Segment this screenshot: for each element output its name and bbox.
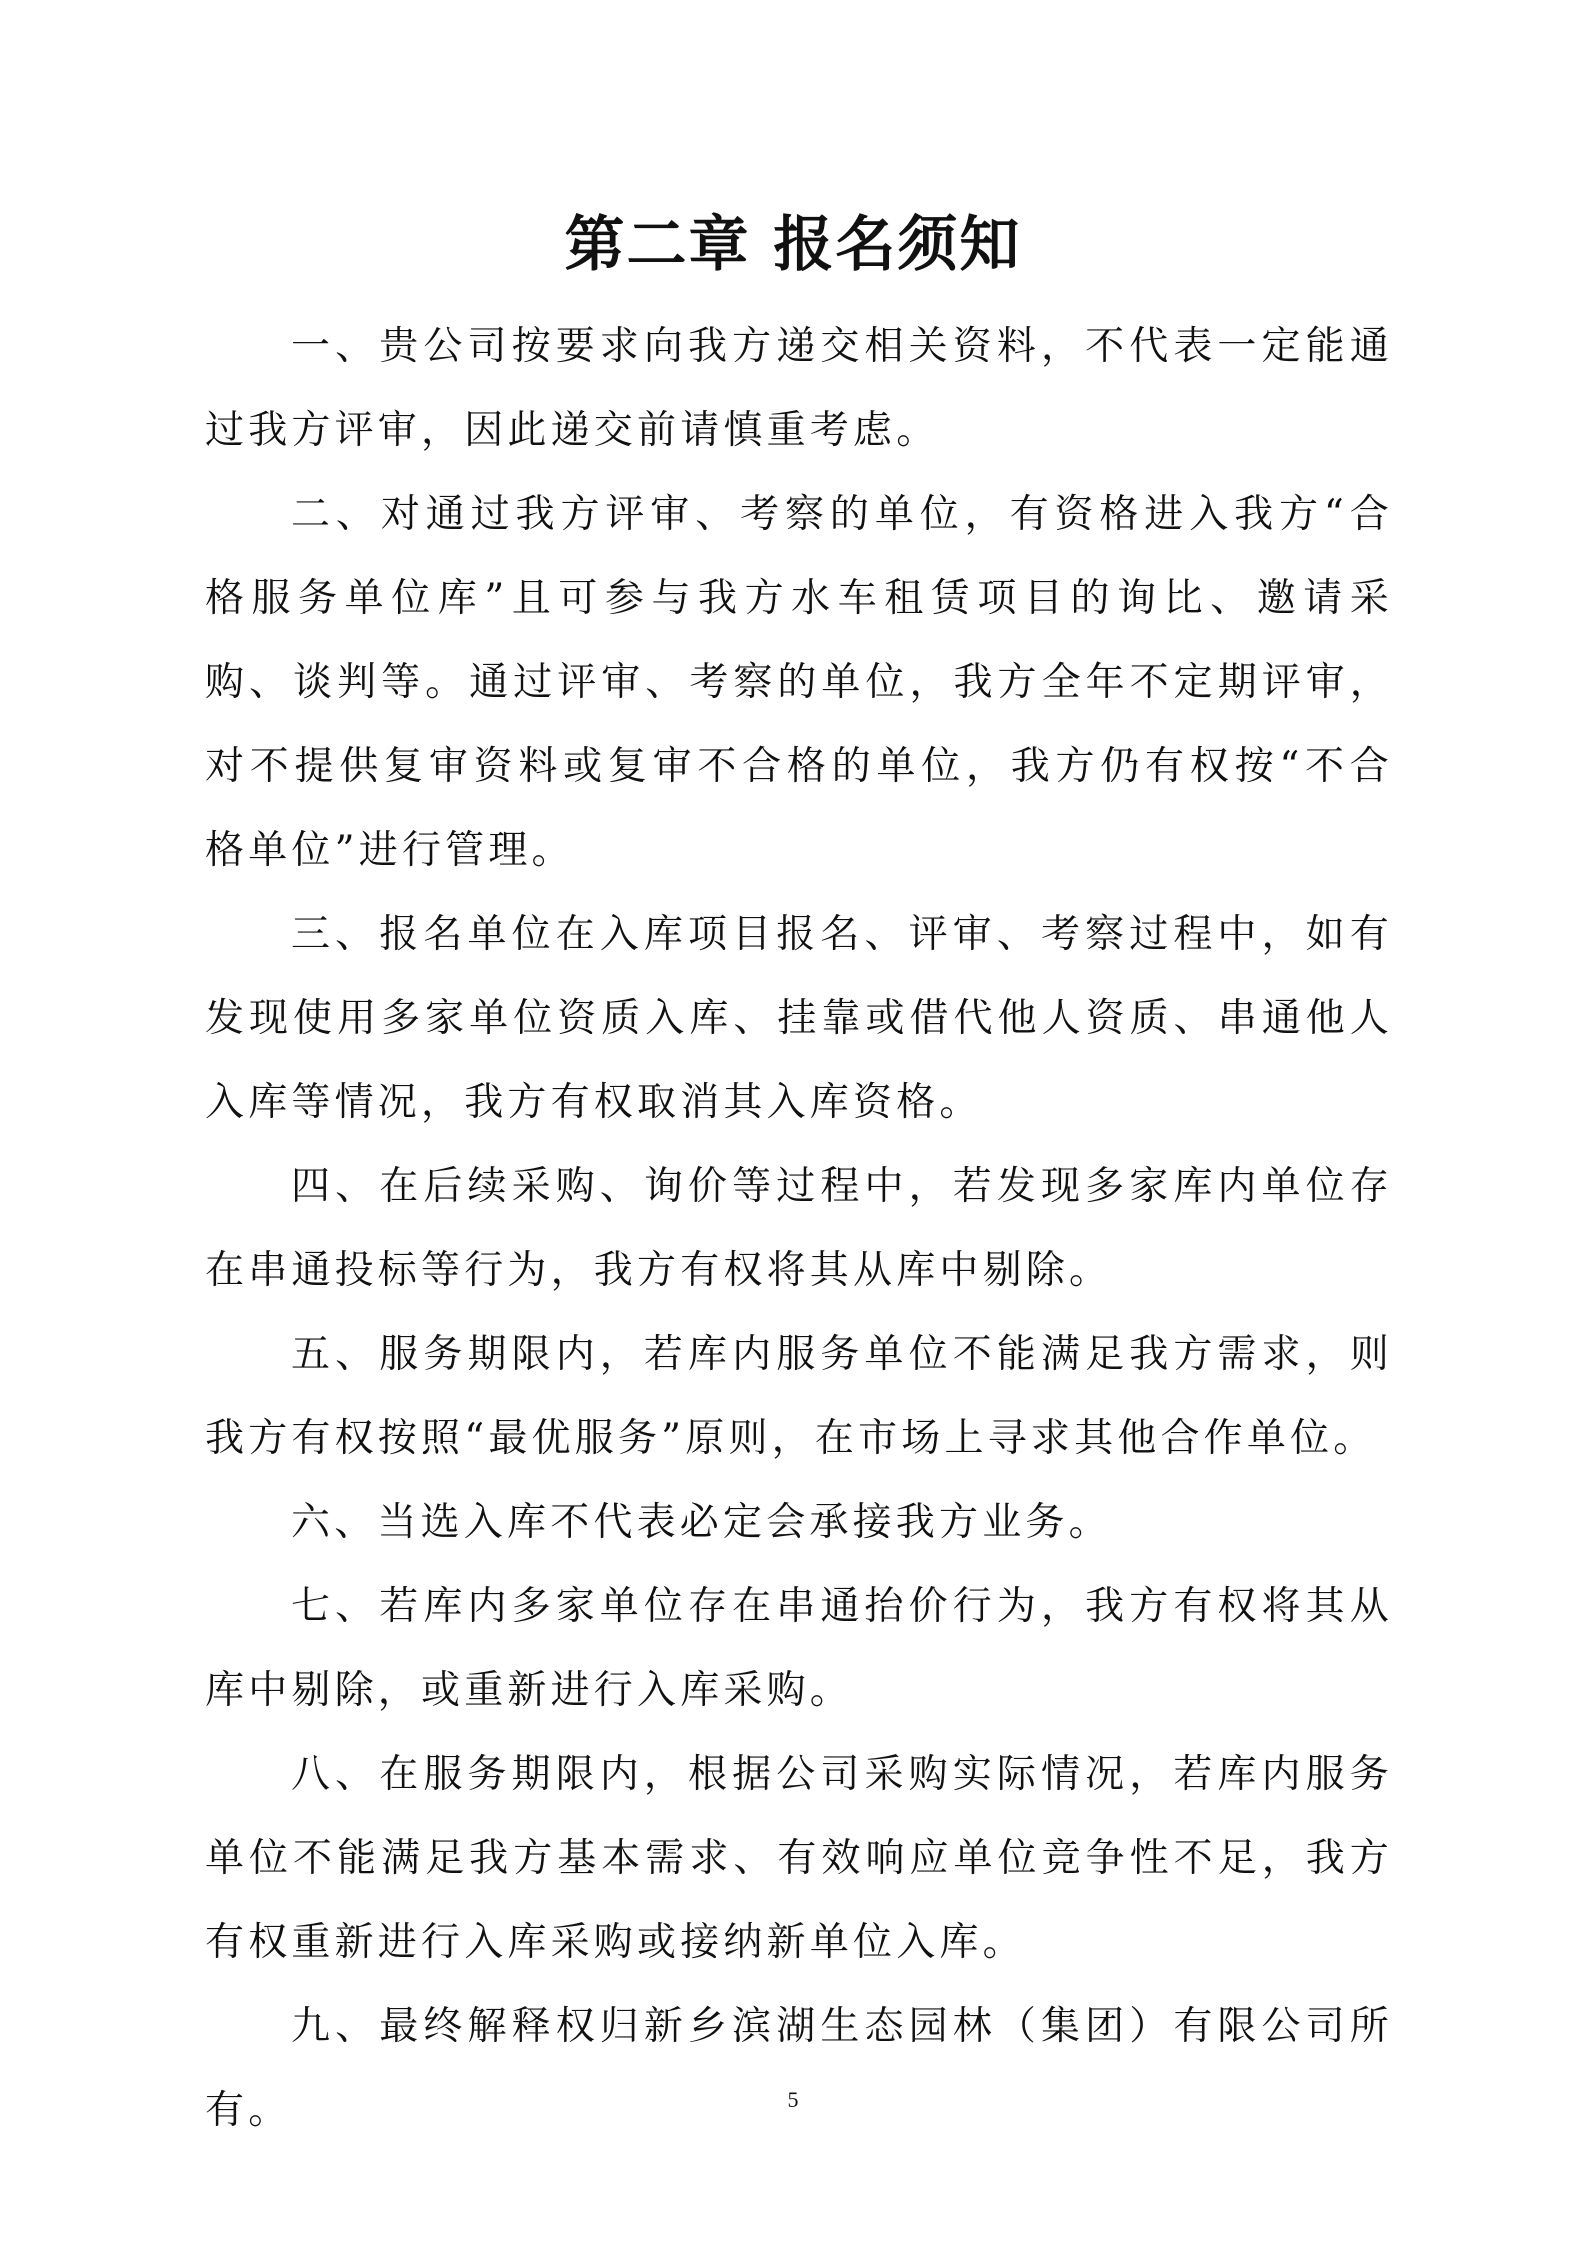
paragraph-3: 三、报名单位在入库项目报名、评审、考察过程中，如有发现使用多家单位资质入库、挂靠或借代他人资质、串通他人入库等情况，我方有权取消其入库资格。 [205, 912, 1393, 1125]
chapter-title: 第二章 报名须知 [564, 210, 1022, 280]
paragraph-8: 八、在服务期限内，根据公司采购实际情况，若库内服务单位不能满足我方基本需求、有效响应单位竞争性不足，我方有权重新进行入库采购或接纳新单位入库。 [205, 1752, 1393, 1965]
page-number: 5 [787, 2087, 799, 2112]
paragraph-6: 六、当选入库不代表必定会承接我方业务。 [291, 1500, 1112, 1545]
paragraph-9: 九、最终解释权归新乡滨湖生态园林（集团）有限公司所有。 [205, 2004, 1393, 2133]
paragraph-5: 五、服务期限内，若库内服务单位不能满足我方需求，则我方有权按照“最优服务”原则，在市场上寻求其他合作单位。 [205, 1332, 1393, 1461]
paragraph-1: 一、贵公司按要求向我方递交相关资料，不代表一定能通过我方评审，因此递交前请慎重考虑。 [205, 324, 1393, 453]
paragraph-4: 四、在后续采购、询价等过程中，若发现多家库内单位存在串通投标等行为，我方有权将其从库中剔除。 [205, 1164, 1393, 1293]
paragraph-2: 二、对通过我方评审、考察的单位，有资格进入我方“合格服务单位库”且可参与我方水车租赁项目的询比、邀请采购、谈判等。通过评审、考察的单位，我方全年不定期评审，对不提供复审资料或复审不合格的单位，我方仍有权按“不合格单位”进行管理。 [205, 492, 1393, 873]
paragraph-7: 七、若库内多家单位存在串通抬价行为，我方有权将其从库中剔除，或重新进行入库采购。 [205, 1584, 1393, 1713]
document-body [205, 305, 1393, 2153]
